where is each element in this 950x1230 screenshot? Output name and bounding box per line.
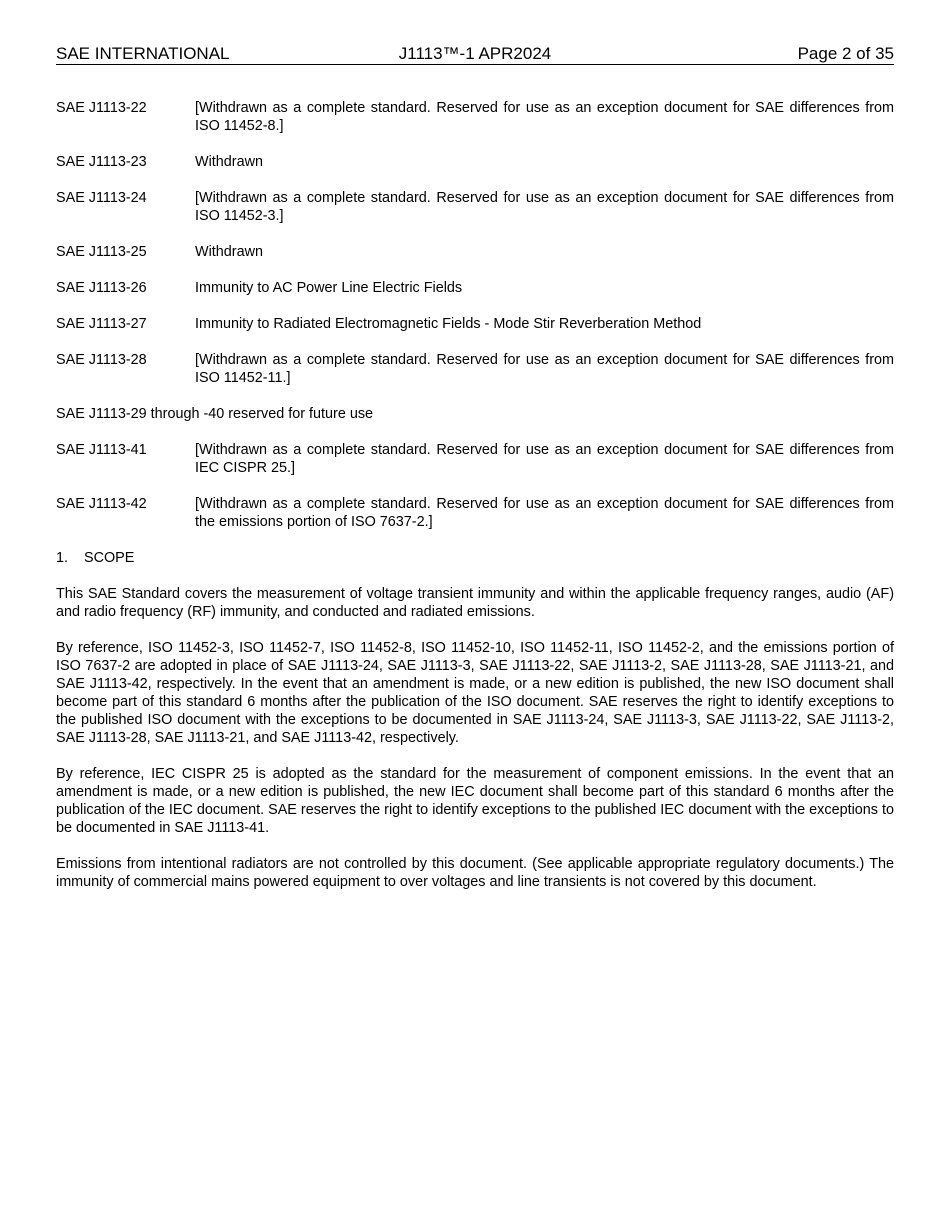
reference-entry bbox=[56, 495, 894, 531]
reference-description: [Withdrawn as a complete standard. Reserved for use as an exception document for SAE differences from the emissions portion of ISO 7637-2.] bbox=[195, 496, 894, 530]
scope-paragraph: Emissions from intentional radiators are not controlled by this document. (See applicable appropriate regulatory documents.) The immunity of commercial mains powered equipment to over voltages and line transients is not covered by this document. bbox=[56, 856, 894, 890]
section-number: 1. bbox=[56, 550, 69, 566]
reference-code: SAE J1113-22 bbox=[56, 100, 147, 116]
reference-code: SAE J1113-41 bbox=[56, 442, 147, 458]
reference-code: SAE J1113-24 bbox=[56, 190, 147, 206]
reference-code: SAE J1113-28 bbox=[56, 352, 147, 368]
header-document-id: J1113™-1 APR2024 bbox=[398, 44, 552, 63]
reference-entry bbox=[56, 243, 894, 261]
reference-description: [Withdrawn as a complete standard. Reserved for use as an exception document for SAE differences from ISO 11452-8.] bbox=[195, 100, 894, 134]
reference-description: Immunity to AC Power Line Electric Fields bbox=[195, 280, 463, 296]
reference-entry bbox=[56, 441, 894, 477]
reference-description: Withdrawn bbox=[195, 244, 263, 260]
reference-description: Immunity to Radiated Electromagnetic Fields - Mode Stir Reverberation Method bbox=[195, 316, 702, 332]
page-body bbox=[56, 99, 894, 891]
page-header bbox=[56, 44, 894, 65]
reference-code: SAE J1113-26 bbox=[56, 280, 147, 296]
reference-entry bbox=[56, 279, 894, 297]
reference-description: Withdrawn bbox=[195, 154, 263, 170]
document-page bbox=[56, 44, 894, 909]
reference-description: [Withdrawn as a complete standard. Reserved for use as an exception document for SAE differences from ISO 11452-11.] bbox=[195, 352, 894, 386]
reference-code: SAE J1113-42 bbox=[56, 496, 147, 512]
reference-entry bbox=[56, 351, 894, 387]
reference-entry bbox=[56, 189, 894, 225]
scope-paragraph: By reference, IEC CISPR 25 is adopted as the standard for the measurement of component emissions. In the event that an amendment is made, or a new edition is published, the new IEC document shall become part of this standard 6 months after the publication of the IEC document. SAE reserves the right to identify exceptions to the published IEC document with the exceptions to be documented in SAE J1113-41. bbox=[56, 766, 894, 836]
scope-paragraph: This SAE Standard covers the measurement of voltage transient immunity and within the applicable frequency ranges, audio (AF) and radio frequency (RF) immunity, and conducted and radiated emissions. bbox=[56, 586, 894, 620]
reference-code: SAE J1113-23 bbox=[56, 154, 147, 170]
reference-code: SAE J1113-25 bbox=[56, 244, 147, 260]
reference-entry bbox=[56, 99, 894, 135]
header-page-number: Page 2 of 35 bbox=[797, 44, 894, 63]
reference-entry bbox=[56, 315, 894, 333]
section-title: SCOPE bbox=[84, 550, 135, 566]
reference-code: SAE J1113-27 bbox=[56, 316, 147, 332]
scope-paragraph: By reference, ISO 11452-3, ISO 11452-7, ISO 11452-8, ISO 11452-10, ISO 11452-11, ISO 11452-2, and the emissions portion of ISO 7637-2 are adopted in place of SAE J1113-24, SAE J1113-3, SAE J1113-22, SAE J1113-2, SAE J1113-28, SAE J1113-21, and SAE J1113-42, respectively. In the event that an amendment is made, or a new edition is published, the new ISO document shall become part of this standard 6 months after the publication of the ISO document. SAE reserves the right to identify exceptions to the published ISO document with the exceptions to be documented in SAE J1113-24, SAE J1113-3, SAE J1113-22, SAE J1113-2, SAE J1113-28, SAE J1113-21, and SAE J1113-42, respectively. bbox=[56, 640, 894, 746]
reference-description: [Withdrawn as a complete standard. Reserved for use as an exception document for SAE differences from IEC CISPR 25.] bbox=[195, 442, 894, 476]
header-organization: SAE INTERNATIONAL bbox=[56, 44, 230, 63]
section-heading bbox=[56, 549, 894, 567]
reference-description: [Withdrawn as a complete standard. Reserved for use as an exception document for SAE differences from ISO 11452-3.] bbox=[195, 190, 894, 224]
reserved-note: SAE J1113-29 through -40 reserved for future use bbox=[56, 406, 374, 422]
reference-entry bbox=[56, 153, 894, 171]
